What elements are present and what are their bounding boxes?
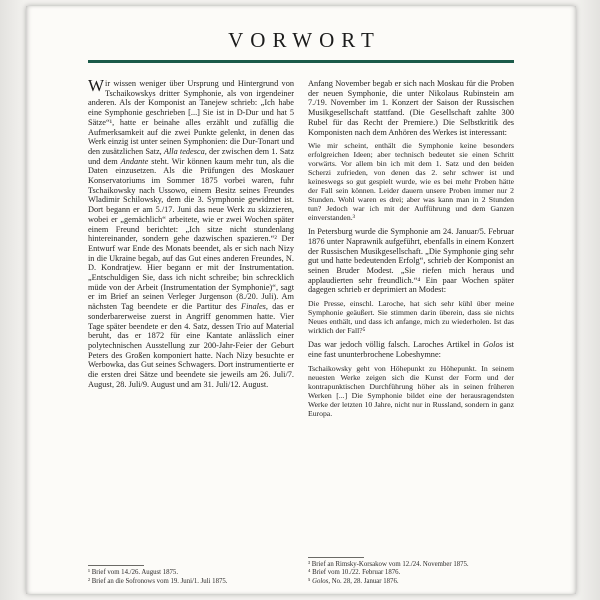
footnotes-list	[88, 569, 294, 586]
paragraph: In Petersburg wurde die Symphonie am 24. Januar/5. Februar 1876 unter Naprawnik aufgeführt, ebenfalls in einem Konzert der Russischen Musikgesellschaft. „Die Symphonie ging sehr gut und hatte bedeutenden Erfolg“, schrieb der Komponist an seinen Bruder Modest. „Sie riefen mich heraus und applaudierten sehr freundlich.“⁴ Ein paar Wochen später dagegen schrieb er deprimiert an Modest:	[308, 227, 514, 295]
title-rule	[88, 60, 514, 63]
paragraph: Das war jedoch völlig falsch. Laroches Artikel in Golos ist eine fast ununterbrochene Lobeshymne:	[308, 340, 514, 359]
left-footnotes	[88, 565, 294, 586]
footnote: ¹ Brief vom 14./26. August 1875.	[88, 569, 179, 577]
footnote: ⁵ Golos, No. 28, 28. Januar 1876.	[308, 577, 399, 585]
footnote-separator	[308, 557, 364, 558]
right-footnotes	[308, 557, 514, 586]
footnote: ² Brief an die Sofronows vom 19. Juni/1. Juli 1875.	[88, 577, 228, 585]
footnotes-list	[308, 561, 514, 586]
footnote: ⁴ Brief vom 10./22. Februar 1876.	[308, 569, 401, 577]
drop-cap: W	[88, 76, 105, 95]
book-page	[26, 6, 576, 594]
left-column	[88, 76, 295, 586]
block-quote: Tschaikowsky geht von Höhepunkt zu Höhepunkt. In seinem neuesten Werke zeigen sich die Kunst der Form und der kontrapunktischen Durchführung höher als in seinen früheren Werken [...] Die Symphonie bildet eine der herausragendsten Werke der letzten 10 Jahre, nicht nur in Russland, sondern in ganz Europa.	[308, 363, 514, 418]
block-quote: Wie mir scheint, enthält die Symphonie keine besonders erfolgreichen Ideen; aber technisch bedeutet sie einen Schritt vorwärts. Vor allem bin ich mit dem 1. Satz und den beiden Scherzi zufrieden, von denen das 2. sehr schwer ist und keineswegs so gut gespielt wurde, wie es bei mehr Proben hätte der Fall sein können. Leider dauern unsere Proben immer nur 2 Stunden. Wohl waren es drei; aber was kann man in 2 Stunden tun? Jedoch war ich mit der Aufführung und dem Ganzen einverstanden.³	[308, 141, 514, 223]
left-column-text	[88, 76, 295, 559]
right-column	[308, 79, 514, 586]
text-columns	[88, 76, 514, 586]
paragraph: Wir wissen weniger über Ursprung und Hintergrund von Tschaikowskys dritter Symphonie, als von irgendeiner anderen. Als der Komponist an Tanejew schrieb: „Ich habe eine Symphonie geschrieben [...] Sie ist in D-Dur und hat 5 Sätze“¹, hatte er beinahe alles erzählt und zufällig die Aufmerksamkeit auf die zwei Punkte gelenkt, in denen das Werk einzig ist unter seinen Symphonien: die Dur-Tonart und den zusätzlichen Satz, Alla tedesca, der zwischen dem 1. Satz und dem Andante steht. Wir können kaum mehr tun, als die Daten einzusetzen. Als die Prüfungen des Moskauer Konservatoriums im Sommer 1875 vorbei waren, fuhr Tschaikowsky nach Ussowo, einem Besitz seines Freundes Wladimir Schilowsky, dem die 3. Symphonie gewidmet ist. Dort begann er am 5./17. Juni das neue Werk zu skizzieren, wobei er „gemächlich“ arbeitete, wie er zwei Wochen später einem Freund berichtet: „Ich sitze nicht stundenlang hintereinander, sondern gehe dazwischen spazieren.“² Der Entwurf war Ende des Monats beendet, als er sich nach Nizy in die Ukraine begab, auf das Gut eines anderen Freundes, N. D. Kondratjew. Hier begann er mit der Instrumentation. „Entschuldigen Sie, dass ich nicht schreibe; bin schrecklich müde von der Arbeit (Instrumentation der Symphonie)“, sagt er im Brief an seinen Verleger Jurgenson (8./20. Juli). Am nächsten Tag beendete er die Partitur des Finales, das er sonderbarerweise zuerst in Angriff genommen hatte. Vier Tage später beendete er den 4. Satz, dessen Trio auf Material beruht, das er 1872 für eine Kantate anlässlich einer polytechnischen Ausstellung zur 200-Jahr-Feier der Geburt Peters des Großen komponiert hatte. Nach Nizy besuchte er Werbowka, das Gut seines Schwagers. Dort instrumentierte er die ersten drei Sätze und beendete sie jeweils am 26. Juli/7. August, 28. Juli/9. August und am 31. Juli/12. August.	[88, 76, 295, 389]
footnote-separator	[88, 565, 144, 566]
right-column-text	[308, 79, 514, 551]
page-title: VORWORT	[228, 28, 381, 52]
block-quote: Die Presse, einschl. Laroche, hat sich sehr kühl über meine Symphonie geäußert. Sie stimmen darin überein, dass sie nichts Neues enthält, und dass ich anfange, mich zu wiederholen. Ist das wirklich der Fall?⁵	[308, 299, 514, 336]
paragraph: Anfang November begab er sich nach Moskau für die Proben der neuen Symphonie, die unter Nikolaus Rubinstein am 7./19. November im 1. Konzert der Saison der Russischen Musikgesellschaft stattfand. (Die Gesellschaft zahlte 300 Rubel für das Recht der Premiere.) Die Selbstkritik des Komponisten nach dem Anhören des Werkes ist interessant:	[308, 79, 514, 137]
footnote: ³ Brief an Rimsky-Korsakow vom 12./24. November 1875.	[308, 561, 469, 569]
